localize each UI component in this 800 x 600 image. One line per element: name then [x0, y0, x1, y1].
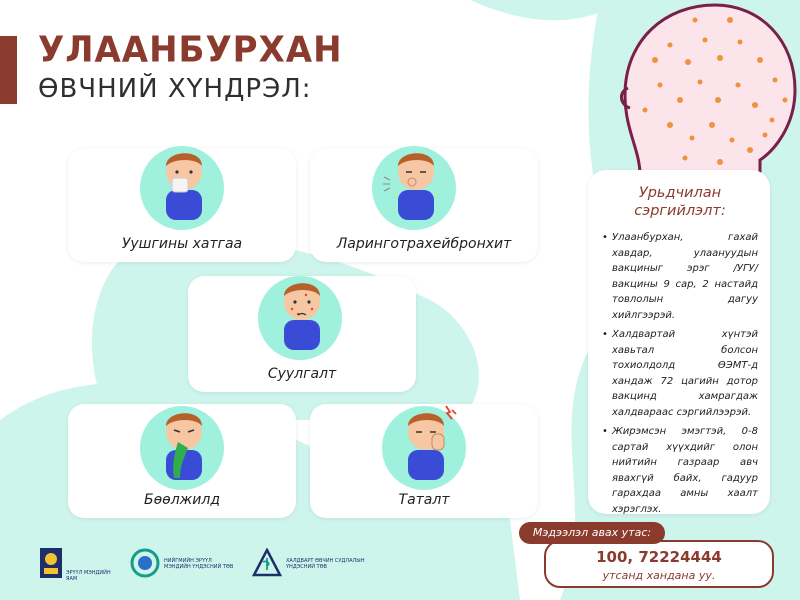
prevention-title: Урьдчилан сэргийлэлт: [634, 185, 726, 219]
infectious-disease-center-icon [252, 548, 282, 578]
contact-box [544, 540, 774, 588]
card-label: Уушгины хатгаа [121, 236, 243, 252]
title-accent-bar [0, 36, 17, 104]
prevention-item: • Улаанбурхан, гахай хавдар, улаануудын вакциныг эрэг /УГУ/ вакцины 9 сар, 2 настайд товлолын дагуу хийлгээрэй. [602, 230, 758, 323]
sick-child-icon [262, 270, 342, 350]
logo-text: ЭРҮҮЛ МЭНДИЙН ЯАМ [66, 570, 111, 582]
page-subtitle: ӨВЧНИЙ ХҮНДРЭЛ: [38, 74, 312, 104]
prevention-item: • Халдвартай хүнтэй хавьтал болсон тохиолдолд ӨЭМТ-д хандаж 72 цагийн дотор вакцинд хамрагдаж халдвараас сэргийлээрэй. [602, 327, 758, 420]
logo-ministry [40, 548, 120, 582]
contact-phone: 100, 72224444 [596, 548, 722, 566]
complication-card-croup [310, 148, 538, 262]
complication-card-diarrhea [188, 276, 416, 392]
complication-card-vomiting [68, 404, 296, 518]
prevention-item: • Жирэмсэн эмэгтэй, 0-8 сартай хүүхдийг олон нийтийн газраар авч явахгүй байх, гадуур гарахдаа амны хаалт хэрэглэх. [602, 424, 758, 517]
contact-note: утсанд хандана уу. [602, 569, 716, 582]
page-title: УЛААНБУРХАН [38, 29, 343, 71]
sneezing-child-icon [144, 140, 224, 220]
seizure-child-icon [386, 400, 466, 480]
logo-text: ХАЛДВАРТ ӨВЧИН СУДЛАЛЫН ҮНДЭСНИЙ ТӨВ [286, 558, 365, 570]
head-rash-illustration [600, 0, 800, 175]
contact-tag: Мэдээлэл авах утас: [519, 522, 665, 544]
logo-public-health [130, 548, 240, 582]
card-label: Таталт [398, 492, 450, 508]
vomiting-child-icon [144, 400, 224, 480]
card-label: Ларинготрахейбронхит [336, 236, 512, 252]
card-label: Бөөлжилд [143, 492, 221, 508]
coughing-child-icon [376, 140, 456, 220]
public-health-center-icon [130, 548, 160, 578]
complication-card-pneumonia [68, 148, 296, 262]
card-label: Суулгалт [267, 366, 337, 382]
prevention-panel [588, 170, 770, 514]
logo-text: НИЙГМИЙН ЭРҮҮЛ МЭНДИЙН ҮНДЭСНИЙ ТӨВ [164, 558, 234, 570]
logo-infectious [252, 548, 372, 582]
ministry-emblem-icon [40, 548, 62, 578]
prevention-list [602, 230, 758, 517]
complication-card-seizure [310, 404, 538, 518]
